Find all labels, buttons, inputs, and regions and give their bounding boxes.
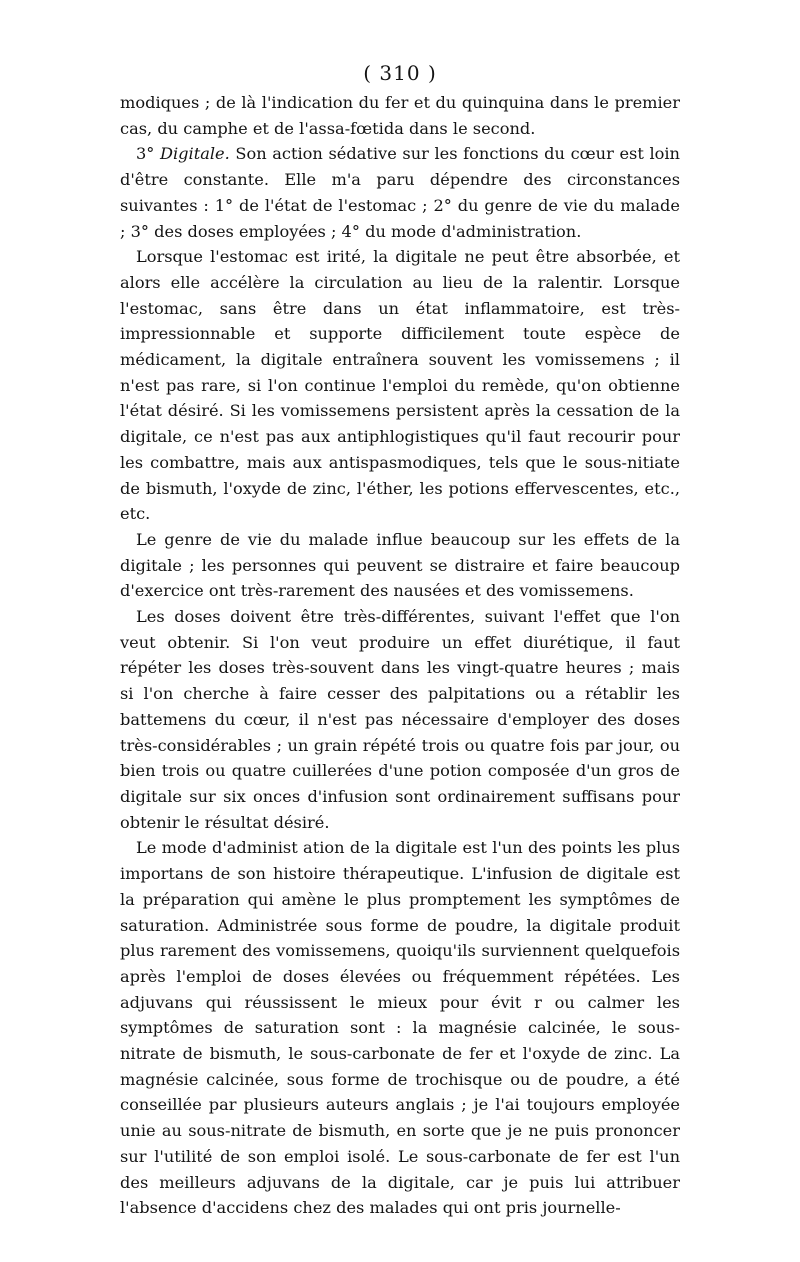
paragraph-digitale-intro [120,141,680,244]
book-page [120,60,680,1221]
section-number: 3° [136,144,161,164]
paragraph-mode-administration: Le mode d'administ ation de la digitale est l'un des points les plus importans de son histoire thérapeutique. L'infusion de digitale est la préparation qui amène le plus promptement les symptômes de saturation. Administrée sous forme de poudre, la digitale produit plus rarement des vomissemens, quoiqu'ils surviennent quelquefois après l'emploi de doses élevées ou fréquemment répétées. Les adjuvans qui réussissent le mieux pour évit r ou calmer les symptômes de saturation sont : la magnésie calcinée, le sous-nitrate de bismuth, le sous-carbonate de fer et l'oxyde de zinc. La magnésie calcinée, sous forme de trochisque ou de poudre, a été conseillée par plusieurs auteurs anglais ; je l'ai toujours employée unie au sous-nitrate de bismuth, en sorte que je ne puis prononcer sur l'utilité de son emploi isolé. Le sous-carbonate de fer est l'un des meilleurs adjuvans de la digitale, car je puis lui attribuer l'absence d'accidens chez des malades qui ont pris journelle- [120,838,680,1218]
section-intro-text: Son action sédative sur les fonctions du cœur est loin d'être constante. Elle m'a paru dépendre des circonstances suivantes : 1° de l'état de l'estomac ; 2° du genre de vie du malade ; 3° des doses employées ; 4° du mode d'administration. [120,144,680,241]
paragraph-continuation: modiques ; de là l'indication du fer et du quinquina dans le premier cas, du camphe et de l'assa-fœtida dans le second. [120,93,680,138]
section-title: Digitale. [160,144,230,164]
paragraph-doses: Les doses doivent être très-différentes, suivant l'effet que l'on veut obtenir. Si l'on veut produire un effet diurétique, il faut répéter les doses très-souvent dans les vingt-quatre heures ; mais si l'on cherche à faire cesser des palpitations ou a rétablir les battemens du cœur, il n'est pas nécessaire d'employer des doses très-considérables ; un grain répété trois ou quatre fois par jour, ou bien trois ou quatre cuillerées d'une potion composée d'un gros de digitale sur six onces d'infusion sont ordinairement suffisans pour obtenir le résultat désiré. [120,607,680,832]
page-number: ( 310 ) [363,61,437,85]
paragraph-estomac: Lorsque l'estomac est irité, la digitale ne peut être absorbée, et alors elle accélère la circulation au lieu de la ralentir. Lorsque l'estomac, sans être dans un état inflammatoire, est très-impressionnable et supporte difficilement toute espèce de médicament, la digitale entraînera souvent les vomissemens ; il n'est pas rare, si l'on continue l'emploi du remède, qu'on obtienne l'état désiré. Si les vomissemens persistent après la cessation de la digitale, ce n'est pas aux antiphlogistiques qu'il faut recourir pour les combattre, mais aux antispasmodiques, tels que le sous-nitiate de bismuth, l'oxyde de zinc, l'éther, les potions effervescentes, etc., etc. [120,247,680,524]
paragraph-genre-de-vie: Le genre de vie du malade influe beaucoup sur les effets de la digitale ; les personnes qui peuvent se distraire et faire beaucoup d'exercice ont très-rarement des nausées et des vomissemens. [120,529,680,601]
